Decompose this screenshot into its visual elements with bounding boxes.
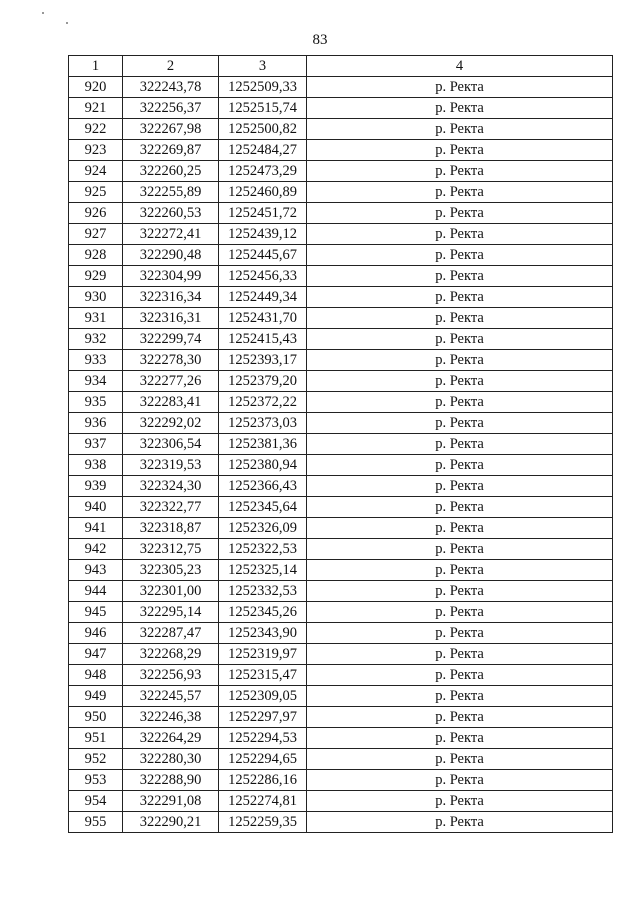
- table-row: [69, 476, 613, 497]
- x-coordinate-cell: 322283,41: [123, 392, 219, 413]
- y-coordinate-cell: 1252366,43: [219, 476, 307, 497]
- point-number-cell: 940: [69, 497, 123, 518]
- x-coordinate-cell: 322267,98: [123, 119, 219, 140]
- y-coordinate-cell: 1252345,26: [219, 602, 307, 623]
- x-coordinate-cell: 322306,54: [123, 434, 219, 455]
- page-number: 83: [312, 32, 328, 48]
- point-number-cell: 924: [69, 161, 123, 182]
- table-row: [69, 812, 613, 833]
- description-cell: р. Ректа: [307, 665, 613, 686]
- column-header: 2: [123, 56, 219, 77]
- x-coordinate-cell: 322288,90: [123, 770, 219, 791]
- point-number-cell: 927: [69, 224, 123, 245]
- x-coordinate-cell: 322256,37: [123, 98, 219, 119]
- description-cell: р. Ректа: [307, 287, 613, 308]
- table-row: [69, 686, 613, 707]
- point-number-cell: 943: [69, 560, 123, 581]
- description-cell: р. Ректа: [307, 749, 613, 770]
- table-row: [69, 161, 613, 182]
- column-header: 4: [307, 56, 613, 77]
- y-coordinate-cell: 1252473,29: [219, 161, 307, 182]
- description-cell: р. Ректа: [307, 329, 613, 350]
- table-row: [69, 602, 613, 623]
- x-coordinate-cell: 322272,41: [123, 224, 219, 245]
- table-row: [69, 98, 613, 119]
- point-number-cell: 929: [69, 266, 123, 287]
- description-cell: р. Ректа: [307, 140, 613, 161]
- x-coordinate-cell: 322301,00: [123, 581, 219, 602]
- description-cell: р. Ректа: [307, 686, 613, 707]
- point-number-cell: 933: [69, 350, 123, 371]
- point-number-cell: 938: [69, 455, 123, 476]
- description-cell: р. Ректа: [307, 371, 613, 392]
- point-number-cell: 945: [69, 602, 123, 623]
- table-row: [69, 518, 613, 539]
- y-coordinate-cell: 1252325,14: [219, 560, 307, 581]
- description-cell: р. Ректа: [307, 497, 613, 518]
- x-coordinate-cell: 322290,48: [123, 245, 219, 266]
- table-row: [69, 539, 613, 560]
- y-coordinate-cell: 1252332,53: [219, 581, 307, 602]
- y-coordinate-cell: 1252393,17: [219, 350, 307, 371]
- table-row: [69, 329, 613, 350]
- table-row: [69, 728, 613, 749]
- point-number-cell: 930: [69, 287, 123, 308]
- y-coordinate-cell: 1252484,27: [219, 140, 307, 161]
- x-coordinate-cell: 322256,93: [123, 665, 219, 686]
- y-coordinate-cell: 1252309,05: [219, 686, 307, 707]
- y-coordinate-cell: 1252259,35: [219, 812, 307, 833]
- point-number-cell: 941: [69, 518, 123, 539]
- x-coordinate-cell: 322292,02: [123, 413, 219, 434]
- x-coordinate-cell: 322246,38: [123, 707, 219, 728]
- x-coordinate-cell: 322264,29: [123, 728, 219, 749]
- point-number-cell: 955: [69, 812, 123, 833]
- y-coordinate-cell: 1252509,33: [219, 77, 307, 98]
- y-coordinate-cell: 1252431,70: [219, 308, 307, 329]
- x-coordinate-cell: 322277,26: [123, 371, 219, 392]
- x-coordinate-cell: 322268,29: [123, 644, 219, 665]
- description-cell: р. Ректа: [307, 539, 613, 560]
- table-row: [69, 791, 613, 812]
- table-row: [69, 371, 613, 392]
- x-coordinate-cell: 322312,75: [123, 539, 219, 560]
- x-coordinate-cell: 322305,23: [123, 560, 219, 581]
- point-number-cell: 944: [69, 581, 123, 602]
- table-row: [69, 77, 613, 98]
- x-coordinate-cell: 322255,89: [123, 182, 219, 203]
- x-coordinate-cell: 322318,87: [123, 518, 219, 539]
- description-cell: р. Ректа: [307, 602, 613, 623]
- x-coordinate-cell: 322324,30: [123, 476, 219, 497]
- table-header-row: [69, 56, 613, 77]
- table-row: [69, 182, 613, 203]
- description-cell: р. Ректа: [307, 161, 613, 182]
- table-row: [69, 749, 613, 770]
- point-number-cell: 939: [69, 476, 123, 497]
- table-row: [69, 266, 613, 287]
- y-coordinate-cell: 1252380,94: [219, 455, 307, 476]
- table-row: [69, 392, 613, 413]
- description-cell: р. Ректа: [307, 224, 613, 245]
- y-coordinate-cell: 1252326,09: [219, 518, 307, 539]
- description-cell: р. Ректа: [307, 434, 613, 455]
- y-coordinate-cell: 1252445,67: [219, 245, 307, 266]
- column-header: 3: [219, 56, 307, 77]
- table-row: [69, 455, 613, 476]
- x-coordinate-cell: 322269,87: [123, 140, 219, 161]
- description-cell: р. Ректа: [307, 455, 613, 476]
- y-coordinate-cell: 1252449,34: [219, 287, 307, 308]
- point-number-cell: 931: [69, 308, 123, 329]
- point-number-cell: 948: [69, 665, 123, 686]
- point-number-cell: 946: [69, 623, 123, 644]
- x-coordinate-cell: 322299,74: [123, 329, 219, 350]
- point-number-cell: 928: [69, 245, 123, 266]
- description-cell: р. Ректа: [307, 182, 613, 203]
- table-row: [69, 287, 613, 308]
- description-cell: р. Ректа: [307, 98, 613, 119]
- description-cell: р. Ректа: [307, 203, 613, 224]
- point-number-cell: 947: [69, 644, 123, 665]
- description-cell: р. Ректа: [307, 581, 613, 602]
- y-coordinate-cell: 1252372,22: [219, 392, 307, 413]
- x-coordinate-cell: 322316,34: [123, 287, 219, 308]
- point-number-cell: 920: [69, 77, 123, 98]
- description-cell: р. Ректа: [307, 350, 613, 371]
- y-coordinate-cell: 1252343,90: [219, 623, 307, 644]
- description-cell: р. Ректа: [307, 518, 613, 539]
- description-cell: р. Ректа: [307, 707, 613, 728]
- x-coordinate-cell: 322243,78: [123, 77, 219, 98]
- description-cell: р. Ректа: [307, 308, 613, 329]
- x-coordinate-cell: 322322,77: [123, 497, 219, 518]
- x-coordinate-cell: 322290,21: [123, 812, 219, 833]
- y-coordinate-cell: 1252345,64: [219, 497, 307, 518]
- table-row: [69, 497, 613, 518]
- point-number-cell: 926: [69, 203, 123, 224]
- table-row: [69, 245, 613, 266]
- y-coordinate-cell: 1252451,72: [219, 203, 307, 224]
- column-header: 1: [69, 56, 123, 77]
- y-coordinate-cell: 1252319,97: [219, 644, 307, 665]
- table-row: [69, 707, 613, 728]
- description-cell: р. Ректа: [307, 791, 613, 812]
- y-coordinate-cell: 1252322,53: [219, 539, 307, 560]
- y-coordinate-cell: 1252439,12: [219, 224, 307, 245]
- table-row: [69, 623, 613, 644]
- table-row: [69, 224, 613, 245]
- point-number-cell: 925: [69, 182, 123, 203]
- point-number-cell: 950: [69, 707, 123, 728]
- point-number-cell: 942: [69, 539, 123, 560]
- table-row: [69, 350, 613, 371]
- x-coordinate-cell: 322316,31: [123, 308, 219, 329]
- point-number-cell: 951: [69, 728, 123, 749]
- description-cell: р. Ректа: [307, 413, 613, 434]
- x-coordinate-cell: 322260,53: [123, 203, 219, 224]
- table-row: [69, 308, 613, 329]
- x-coordinate-cell: 322245,57: [123, 686, 219, 707]
- description-cell: р. Ректа: [307, 476, 613, 497]
- y-coordinate-cell: 1252460,89: [219, 182, 307, 203]
- y-coordinate-cell: 1252297,97: [219, 707, 307, 728]
- x-coordinate-cell: 322287,47: [123, 623, 219, 644]
- table-row: [69, 644, 613, 665]
- y-coordinate-cell: 1252286,16: [219, 770, 307, 791]
- description-cell: р. Ректа: [307, 77, 613, 98]
- x-coordinate-cell: 322291,08: [123, 791, 219, 812]
- y-coordinate-cell: 1252379,20: [219, 371, 307, 392]
- table-row: [69, 665, 613, 686]
- x-coordinate-cell: 322278,30: [123, 350, 219, 371]
- table-row: [69, 203, 613, 224]
- coordinates-table: [68, 55, 613, 833]
- point-number-cell: 952: [69, 749, 123, 770]
- y-coordinate-cell: 1252294,53: [219, 728, 307, 749]
- y-coordinate-cell: 1252294,65: [219, 749, 307, 770]
- description-cell: р. Ректа: [307, 119, 613, 140]
- description-cell: р. Ректа: [307, 245, 613, 266]
- table-row: [69, 560, 613, 581]
- y-coordinate-cell: 1252381,36: [219, 434, 307, 455]
- y-coordinate-cell: 1252515,74: [219, 98, 307, 119]
- scan-speck: [42, 12, 44, 14]
- x-coordinate-cell: 322295,14: [123, 602, 219, 623]
- point-number-cell: 923: [69, 140, 123, 161]
- table-row: [69, 581, 613, 602]
- table-row: [69, 434, 613, 455]
- point-number-cell: 949: [69, 686, 123, 707]
- point-number-cell: 954: [69, 791, 123, 812]
- x-coordinate-cell: 322304,99: [123, 266, 219, 287]
- y-coordinate-cell: 1252500,82: [219, 119, 307, 140]
- table-row: [69, 770, 613, 791]
- description-cell: р. Ректа: [307, 266, 613, 287]
- description-cell: р. Ректа: [307, 728, 613, 749]
- description-cell: р. Ректа: [307, 812, 613, 833]
- point-number-cell: 935: [69, 392, 123, 413]
- description-cell: р. Ректа: [307, 623, 613, 644]
- table-row: [69, 140, 613, 161]
- description-cell: р. Ректа: [307, 770, 613, 791]
- y-coordinate-cell: 1252415,43: [219, 329, 307, 350]
- table-row: [69, 413, 613, 434]
- x-coordinate-cell: 322280,30: [123, 749, 219, 770]
- description-cell: р. Ректа: [307, 392, 613, 413]
- x-coordinate-cell: 322319,53: [123, 455, 219, 476]
- scan-speck: [66, 22, 68, 24]
- description-cell: р. Ректа: [307, 560, 613, 581]
- point-number-cell: 936: [69, 413, 123, 434]
- table-row: [69, 119, 613, 140]
- y-coordinate-cell: 1252315,47: [219, 665, 307, 686]
- point-number-cell: 934: [69, 371, 123, 392]
- x-coordinate-cell: 322260,25: [123, 161, 219, 182]
- point-number-cell: 922: [69, 119, 123, 140]
- point-number-cell: 921: [69, 98, 123, 119]
- point-number-cell: 953: [69, 770, 123, 791]
- description-cell: р. Ректа: [307, 644, 613, 665]
- point-number-cell: 937: [69, 434, 123, 455]
- y-coordinate-cell: 1252274,81: [219, 791, 307, 812]
- point-number-cell: 932: [69, 329, 123, 350]
- y-coordinate-cell: 1252373,03: [219, 413, 307, 434]
- y-coordinate-cell: 1252456,33: [219, 266, 307, 287]
